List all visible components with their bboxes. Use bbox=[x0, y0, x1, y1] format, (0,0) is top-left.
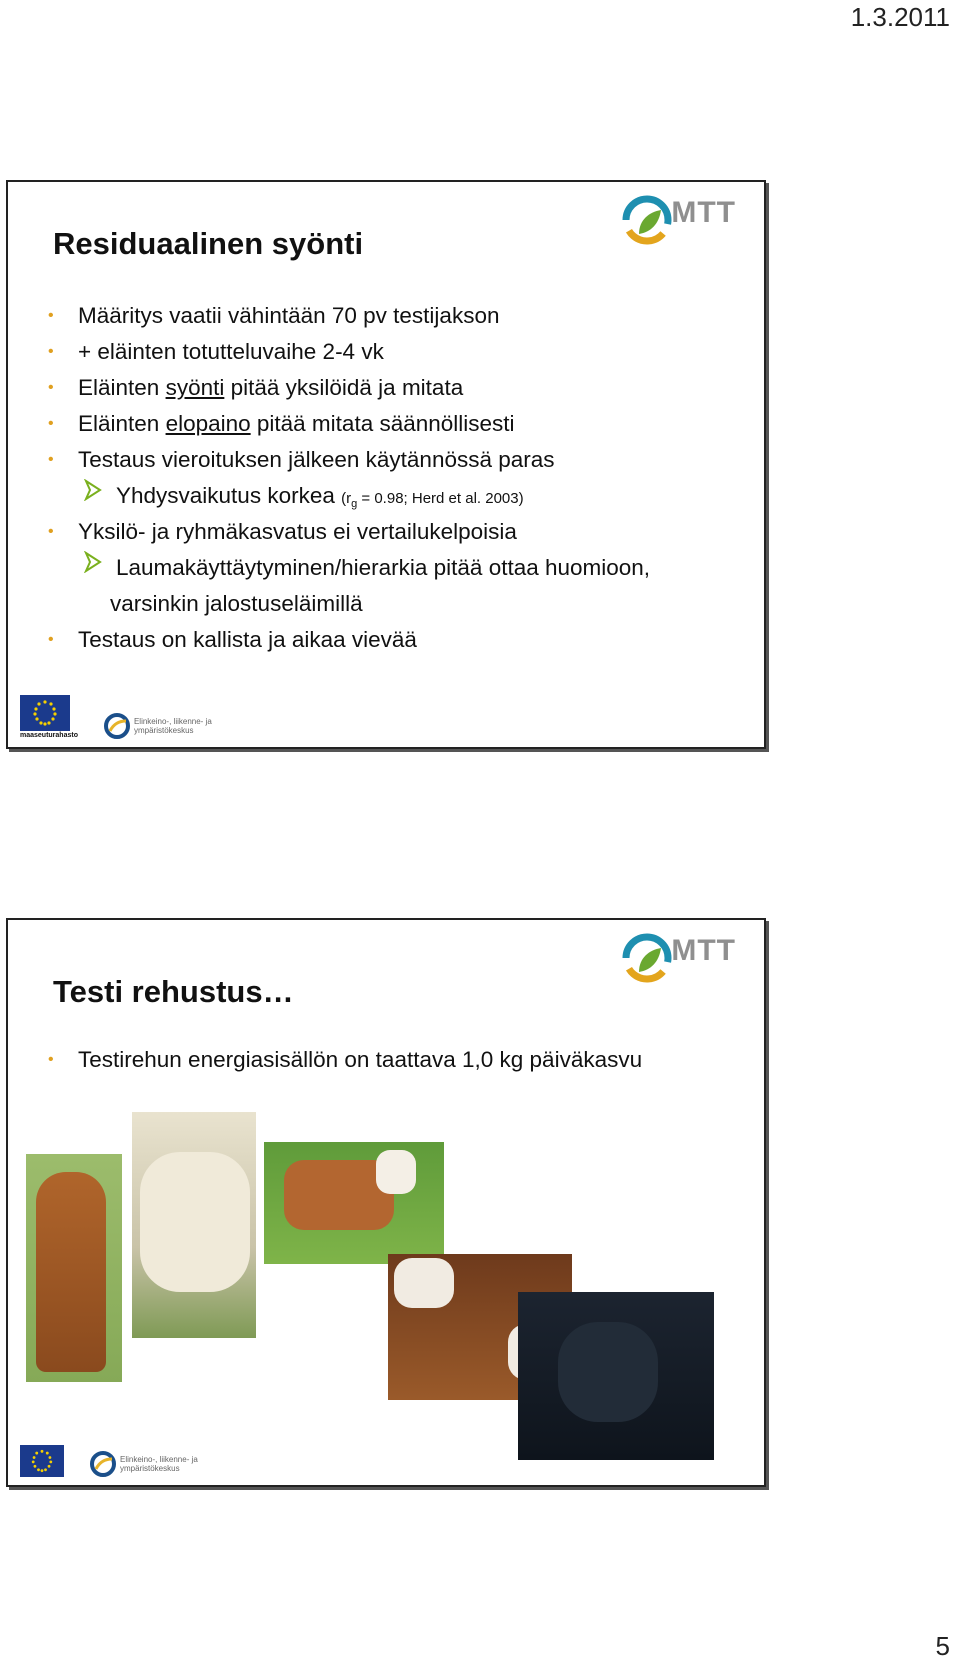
list-item: • Yksilö- ja ryhmäkasvatus ei vertailukelpoisia bbox=[48, 519, 517, 544]
bullet-list bbox=[48, 298, 748, 658]
arrow-bullet-icon bbox=[84, 479, 102, 501]
ely-emblem-icon bbox=[104, 713, 130, 739]
sub-list-item: Yhdysvaikutus korkea (rg = 0.98; Herd et al. 2003) bbox=[48, 478, 748, 514]
photo-white-bull bbox=[132, 1112, 256, 1338]
photo-black-cattle bbox=[518, 1292, 714, 1460]
list-item: • Testaus on kallista ja aikaa vievää bbox=[48, 627, 417, 652]
list-item: • + eläinten totutteluvaihe 2-4 vk bbox=[48, 339, 384, 364]
slide-title: Testi rehustus… bbox=[53, 974, 294, 1009]
footer-logos bbox=[20, 695, 212, 739]
mtt-logo bbox=[621, 932, 736, 984]
list-item: • Testaus vieroituksen jälkeen käytännössä paras bbox=[48, 447, 555, 472]
mtt-leaf-icon bbox=[621, 932, 673, 984]
eu-stars-icon bbox=[20, 695, 70, 731]
mtt-leaf-icon bbox=[621, 194, 673, 246]
ely-logo: Elinkeino-, liikenne- ja ympäristökeskus bbox=[90, 1451, 198, 1477]
arrow-bullet-icon bbox=[84, 551, 102, 573]
ely-emblem-icon bbox=[90, 1451, 116, 1477]
eu-flag-logo bbox=[20, 1445, 64, 1477]
page-number: 5 bbox=[935, 1631, 950, 1661]
list-item: • Testirehun energiasisällön on taattava 1,0 kg päiväkasvu bbox=[48, 1047, 643, 1072]
eu-stars-icon bbox=[20, 1445, 64, 1477]
list-item: • Eläinten elopaino pitää mitata säännöllisesti bbox=[48, 411, 515, 436]
mtt-logo bbox=[621, 194, 736, 246]
ely-logo: Elinkeino-, liikenne- ja ympäristökeskus bbox=[104, 713, 212, 739]
mtt-logo-text: MTT bbox=[671, 934, 736, 967]
list-item: • Määritys vaatii vähintään 70 pv testijakson bbox=[48, 303, 500, 328]
mtt-logo-text: MTT bbox=[671, 196, 736, 229]
eu-flag-logo: maaseuturahasto bbox=[20, 695, 78, 739]
footer-logos bbox=[20, 1445, 198, 1477]
sub-list-item: Laumakäyttäytyminen/hierarkia pitää ottaa huomioon, varsinkin jalostuseläimillä bbox=[48, 550, 748, 622]
bullet-list bbox=[48, 1042, 748, 1078]
slide-title: Residuaalinen syönti bbox=[53, 226, 364, 261]
slide-1 bbox=[6, 180, 766, 749]
photo-hereford-calves-grass bbox=[264, 1142, 444, 1264]
photo-brown-calf bbox=[26, 1154, 122, 1382]
list-item: • Eläinten syönti pitää yksilöidä ja mitata bbox=[48, 375, 464, 400]
slide-2 bbox=[6, 918, 766, 1487]
page-date: 1.3.2011 bbox=[850, 2, 950, 32]
